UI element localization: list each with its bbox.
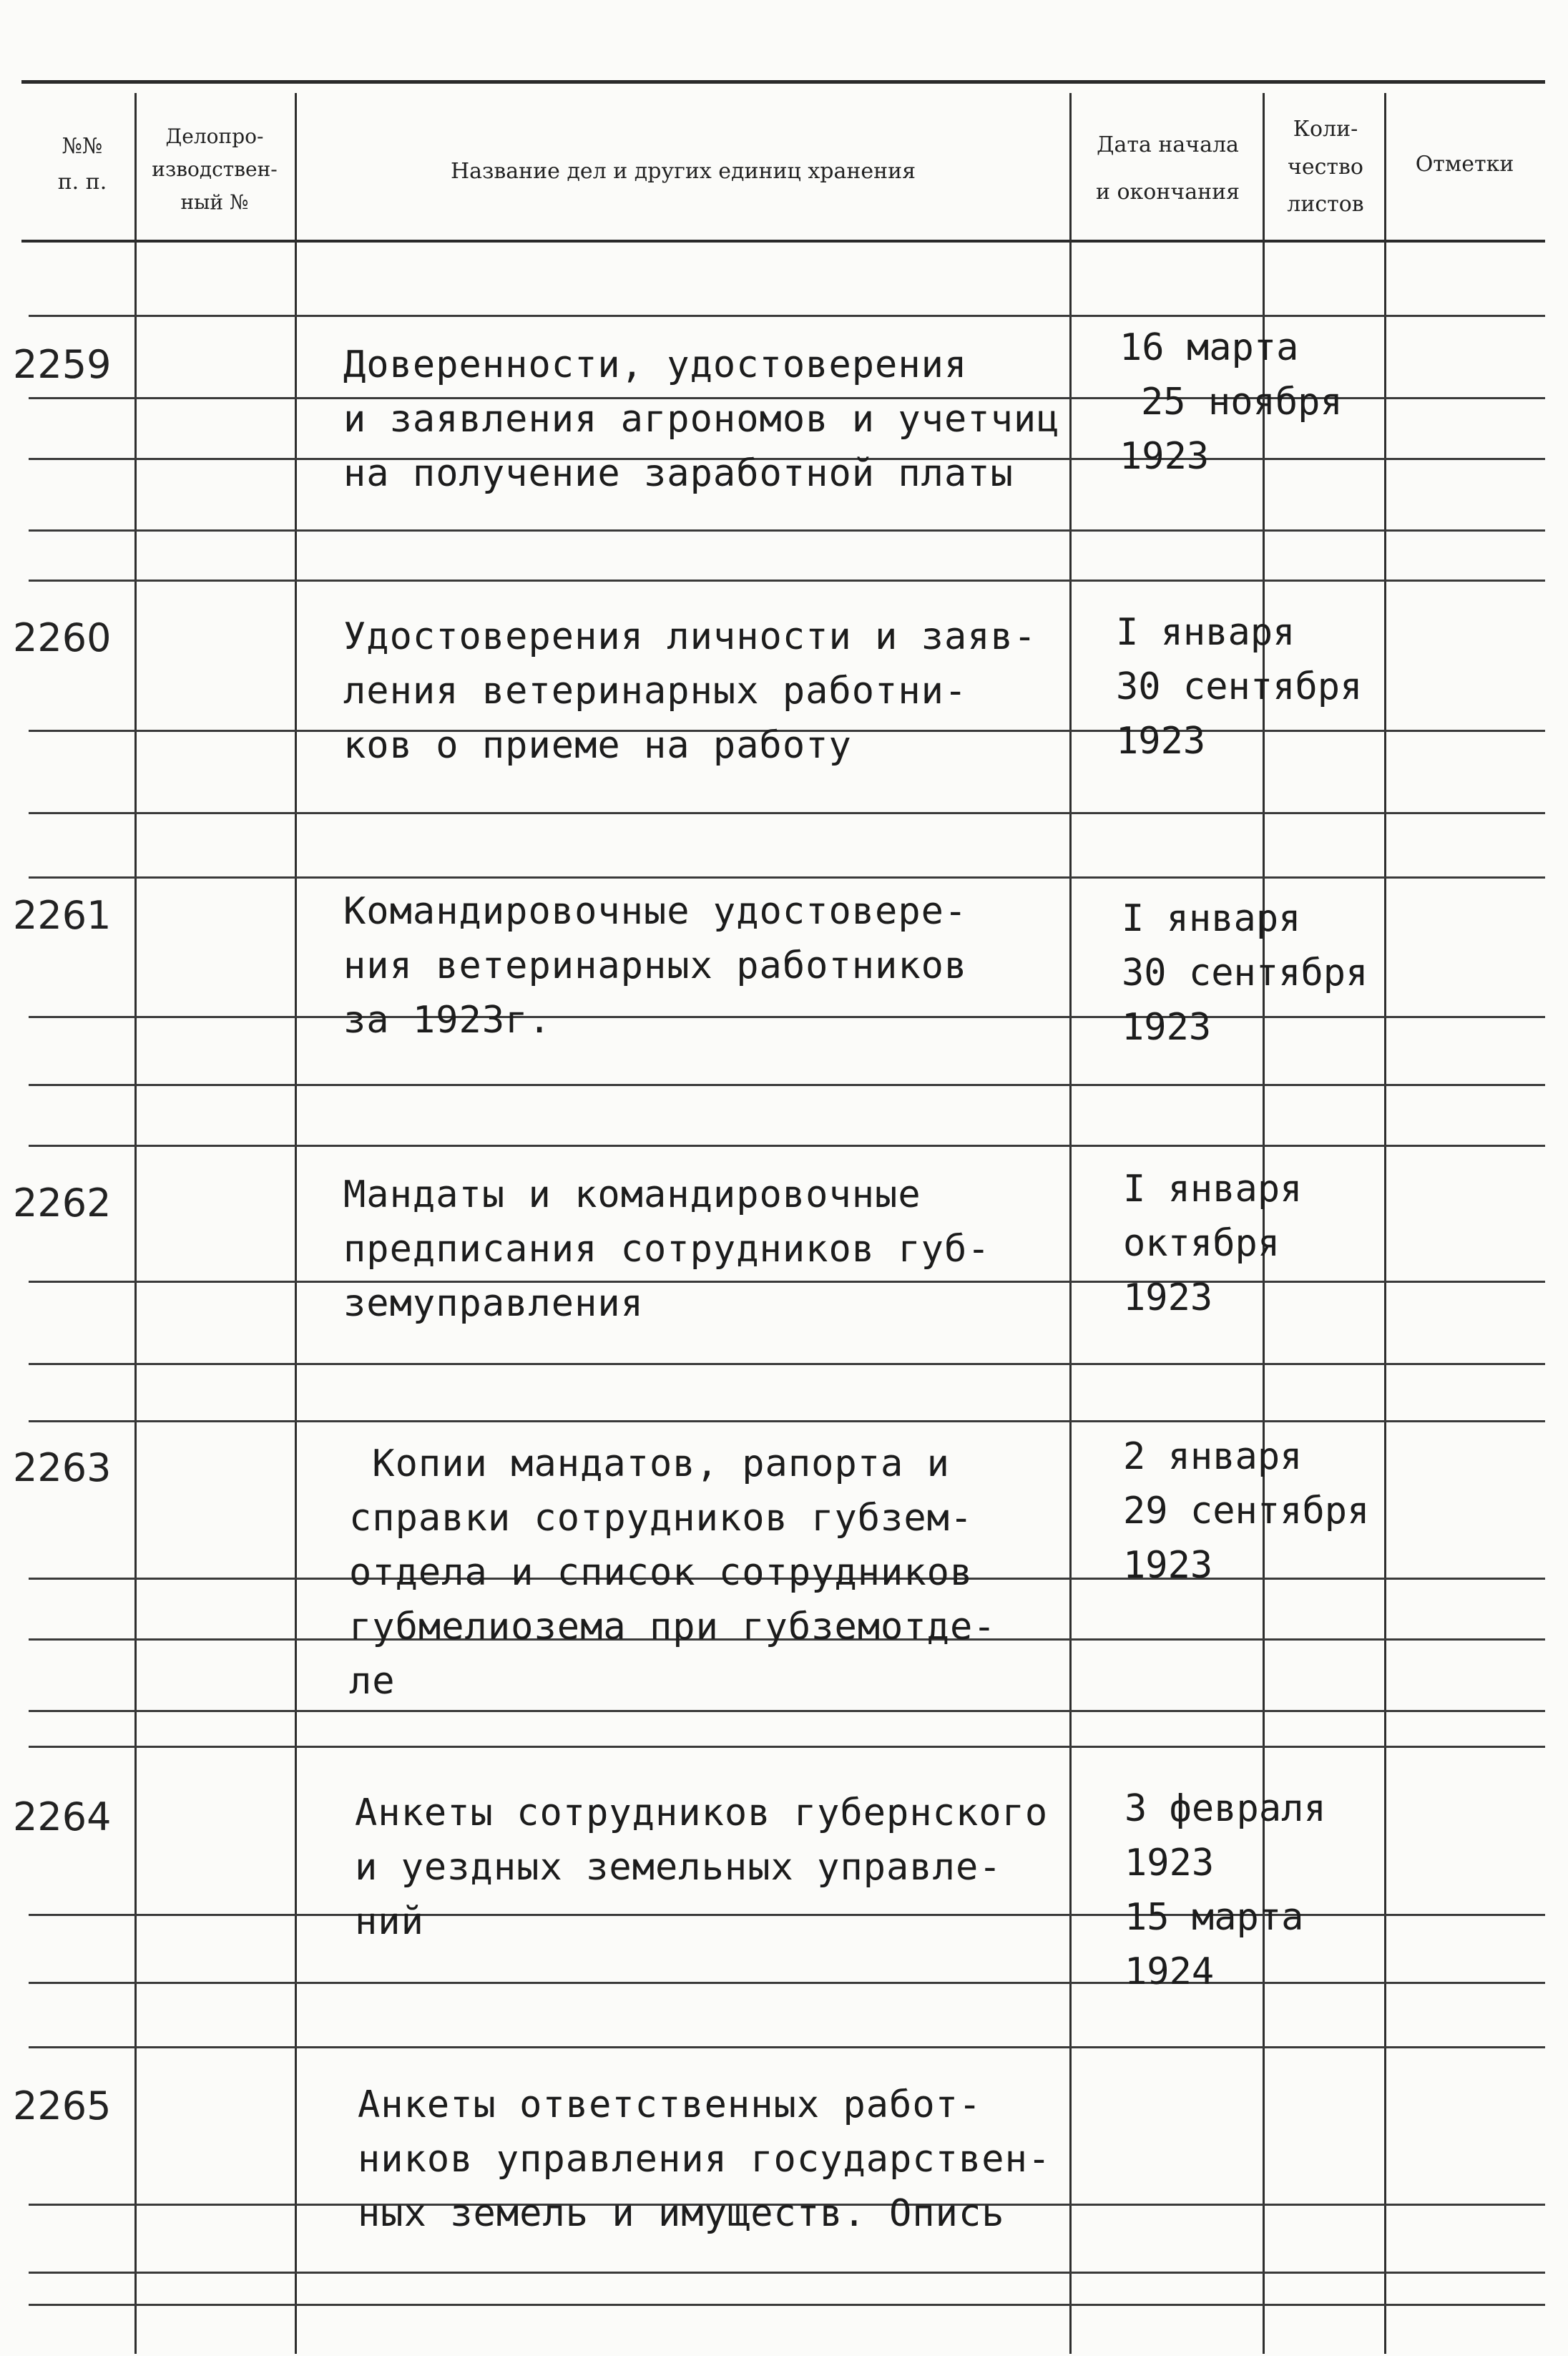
record-title-2259 [343,338,1094,501]
top-rule [21,80,1545,84]
date-line: 30 сентября [1116,665,1363,708]
date-line: 2 января [1123,1435,1303,1478]
title-line: Мандаты и командировочные [343,1173,921,1216]
record-number-2259: 2259 [13,342,112,387]
record-dates-2259 [1119,321,1420,484]
date-line: 1924 [1124,1950,1215,1993]
header-dates-line1: Дата начала [1097,132,1239,157]
ruled-line [29,1420,1545,1422]
title-line: ле [349,1660,396,1703]
title-line: Командировочные удостовере- [343,890,968,933]
header-number [29,129,136,200]
column-divider-1 [134,93,137,2354]
record-dates-2260 [1116,605,1416,768]
record-number-2262: 2262 [13,1181,112,1226]
ruled-line [29,529,1545,532]
header-office-number [136,120,293,220]
record-number-2260: 2260 [13,615,112,660]
header-notes [1384,147,1545,182]
title-line: за 1923г. [343,999,552,1042]
ruled-line [29,580,1545,582]
title-line: ний [355,1900,424,1943]
date-line: 16 марта [1119,326,1299,369]
header-sheets [1265,111,1386,224]
date-line: 15 марта [1124,1896,1304,1939]
date-line: 1923 [1124,1842,1215,1885]
header-sheets-line1: Коли- [1293,117,1358,142]
title-line: ния ветеринарных работников [343,944,968,987]
record-title-2262 [343,1168,1094,1331]
date-line: 1923 [1119,435,1210,478]
title-line: и заявления агрономов и учетчиц [343,398,1060,441]
record-number-2264: 2264 [13,1794,112,1839]
record-title-2260 [343,610,1094,773]
header-sheets-line3: листов [1287,192,1364,217]
title-line: ных земель и имуществ. Опись [358,2192,1005,2235]
header-office-line2: изводствен- [152,157,278,182]
ruled-line [29,876,1545,879]
title-line: губмелиозема при губземотде- [349,1605,996,1648]
header-dates [1073,122,1263,216]
date-line: 1923 [1116,720,1206,763]
header-title [300,154,1066,190]
column-divider-2 [295,93,297,2354]
record-number-2261: 2261 [13,893,112,938]
record-dates-2261 [1122,891,1422,1055]
record-dates-2264 [1124,1781,1425,1999]
record-dates-2262 [1123,1162,1424,1325]
title-line: Копии мандатов, рапорта и [349,1442,950,1485]
title-line: Доверенности, удостоверения [343,343,968,386]
header-bottom-rule [21,240,1545,243]
title-line: ков о приеме на работу [343,724,852,767]
date-line: I января [1116,611,1295,654]
record-number-2263: 2263 [13,1445,112,1490]
title-line: и уездных земельных управле- [355,1846,1002,1889]
record-title-2261 [343,884,1094,1047]
header-office-line3: ный № [180,190,249,215]
title-line: предписания сотрудников губ- [343,1228,991,1271]
title-line: земуправления [343,1282,644,1325]
ruled-line [29,1145,1545,1147]
ruled-line [29,812,1545,814]
header-notes-text: Отметки [1415,152,1514,177]
date-line: 1923 [1122,1006,1212,1049]
title-line: ления ветеринарных работни- [343,670,968,713]
header-title-text: Название дел и других единиц хранения [450,159,916,184]
date-line: 1923 [1123,1544,1213,1587]
header-number-line1: №№ [62,134,103,159]
date-line: 29 сентября [1123,1490,1370,1533]
header-sheets-line2: чество [1288,154,1363,180]
date-line: 3 февраля [1124,1787,1326,1830]
header-number-line2: п. п. [57,169,107,195]
date-line: 30 сентября [1122,952,1368,994]
record-title-2265 [358,2078,1109,2241]
date-line: I января [1123,1168,1303,1211]
ruled-line [29,2272,1545,2274]
date-line: 1923 [1123,1276,1213,1319]
title-line: Анкеты ответственных работ- [358,2083,982,2126]
date-line: октября [1123,1222,1280,1265]
record-number-2265: 2265 [13,2083,112,2128]
date-line: 25 ноября [1141,381,1343,424]
title-line: отдела и список сотрудников [349,1551,974,1594]
ruled-line [29,2304,1545,2306]
title-line: на получение заработной платы [343,452,1014,495]
record-title-2263 [349,1437,1100,1709]
ruled-line [29,2046,1545,2048]
title-line: справки сотрудников губзем- [349,1497,974,1540]
title-line: Удостоверения личности и заяв- [343,615,1037,658]
header-dates-line2: и окончания [1095,180,1240,205]
date-line: I января [1122,897,1301,940]
title-line: ников управления государствен- [358,2138,1052,2181]
ruled-line [29,1746,1545,1748]
ruled-line [29,1084,1545,1086]
record-dates-2263 [1123,1429,1424,1593]
ruled-line [29,1710,1545,1712]
title-line: Анкеты сотрудников губернского [355,1792,1049,1834]
record-title-2264 [355,1786,1106,1949]
ruled-line [29,315,1545,317]
header-office-line1: Делопро- [165,124,264,148]
ruled-line [29,1363,1545,1365]
